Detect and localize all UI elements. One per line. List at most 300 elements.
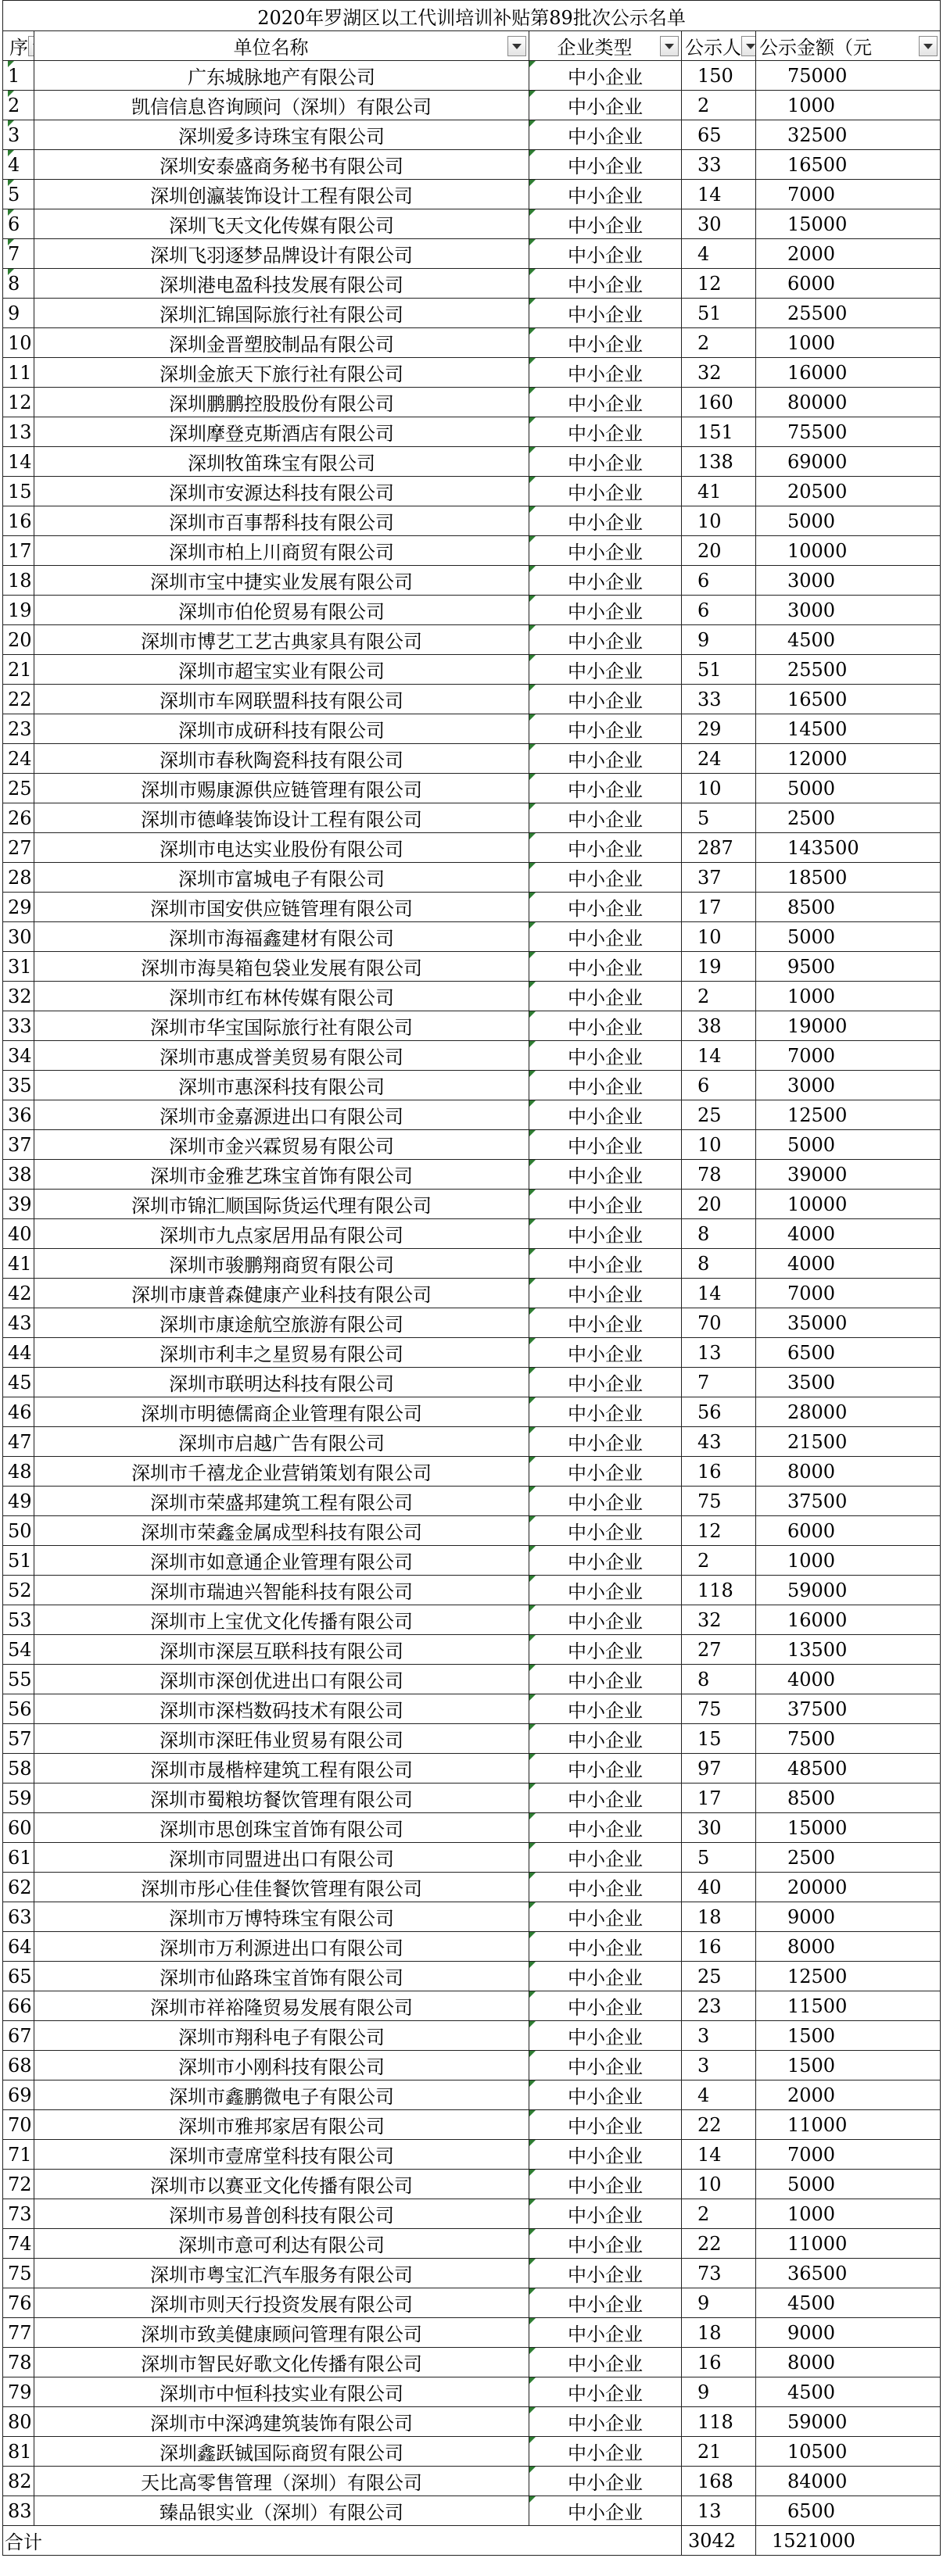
cell-type[interactable] — [529, 1516, 682, 1546]
cell-amount[interactable]: 32500 — [756, 120, 941, 150]
cell-count[interactable]: 12 — [682, 269, 756, 299]
cell-name[interactable]: 深圳市雅邦家居有限公司 — [34, 2110, 529, 2140]
cell-type[interactable] — [529, 1932, 682, 1962]
cell-type[interactable] — [529, 120, 682, 150]
cell-count[interactable]: 75 — [682, 1487, 756, 1516]
cell-count[interactable]: 17 — [682, 1784, 756, 1813]
cell-name[interactable]: 深圳市小刚科技有限公司 — [34, 2051, 529, 2080]
cell-amount[interactable]: 4500 — [756, 2288, 941, 2318]
cell-count[interactable]: 118 — [682, 2407, 756, 2437]
filter-dropdown-icon[interactable] — [741, 36, 756, 56]
cell-type[interactable] — [529, 625, 682, 655]
cell-count[interactable]: 2 — [682, 2199, 756, 2229]
cell-type[interactable] — [529, 506, 682, 536]
header-amount[interactable] — [756, 31, 941, 61]
cell-type[interactable] — [529, 1724, 682, 1754]
cell-seq[interactable]: 52 — [3, 1576, 34, 1605]
cell-type[interactable] — [529, 863, 682, 893]
cell-type[interactable] — [529, 982, 682, 1011]
cell-name[interactable]: 深圳市蜀粮坊餐饮管理有限公司 — [34, 1784, 529, 1813]
cell-seq[interactable]: 77 — [3, 2318, 34, 2348]
cell-name[interactable]: 深圳摩登克斯酒店有限公司 — [34, 417, 529, 447]
cell-seq[interactable]: 78 — [3, 2348, 34, 2377]
cell-name[interactable]: 深圳鑫跃铖国际商贸有限公司 — [34, 2437, 529, 2467]
cell-count[interactable]: 10 — [682, 922, 756, 952]
cell-amount[interactable]: 7500 — [756, 1724, 941, 1754]
cell-seq[interactable]: 15 — [3, 477, 34, 506]
cell-amount[interactable]: 2500 — [756, 1843, 941, 1873]
cell-amount[interactable]: 12500 — [756, 1962, 941, 1991]
cell-name[interactable]: 深圳市华宝国际旅行社有限公司 — [34, 1011, 529, 1041]
cell-amount[interactable]: 37500 — [756, 1694, 941, 1724]
cell-seq[interactable]: 64 — [3, 1932, 34, 1962]
cell-type[interactable] — [529, 2080, 682, 2110]
cell-amount[interactable]: 3000 — [756, 596, 941, 625]
cell-name[interactable]: 深圳市联明达科技有限公司 — [34, 1368, 529, 1397]
cell-amount[interactable]: 4500 — [756, 625, 941, 655]
cell-type[interactable] — [529, 2377, 682, 2407]
cell-type[interactable] — [529, 150, 682, 180]
cell-name[interactable]: 深圳牧笛珠宝有限公司 — [34, 447, 529, 477]
cell-type[interactable] — [529, 1665, 682, 1694]
cell-seq[interactable] — [3, 120, 34, 150]
cell-type[interactable] — [529, 2496, 682, 2526]
cell-seq[interactable]: 27 — [3, 833, 34, 863]
cell-count[interactable]: 51 — [682, 655, 756, 685]
cell-amount[interactable]: 4000 — [756, 1219, 941, 1249]
cell-seq[interactable] — [3, 239, 34, 269]
cell-count[interactable]: 287 — [682, 833, 756, 863]
cell-name[interactable]: 深圳市金雅艺珠宝首饰有限公司 — [34, 1160, 529, 1190]
cell-count[interactable]: 43 — [682, 1427, 756, 1457]
cell-amount[interactable]: 36500 — [756, 2259, 941, 2288]
cell-amount[interactable]: 16000 — [756, 358, 941, 388]
cell-seq[interactable]: 61 — [3, 1843, 34, 1873]
cell-name[interactable]: 深圳市瑞迪兴智能科技有限公司 — [34, 1576, 529, 1605]
total-amount[interactable]: 1521000 — [756, 2526, 941, 2556]
cell-amount[interactable]: 6500 — [756, 2496, 941, 2526]
cell-count[interactable]: 6 — [682, 566, 756, 596]
cell-name[interactable]: 天比高零售管理（深圳）有限公司 — [34, 2467, 529, 2496]
cell-seq[interactable]: 9 — [3, 299, 34, 328]
cell-count[interactable]: 3 — [682, 2051, 756, 2080]
cell-amount[interactable]: 15000 — [756, 1813, 941, 1843]
cell-count[interactable]: 5 — [682, 1843, 756, 1873]
cell-type[interactable] — [529, 774, 682, 803]
cell-count[interactable]: 138 — [682, 447, 756, 477]
cell-count[interactable]: 16 — [682, 2348, 756, 2377]
cell-name[interactable]: 深圳市锦汇顺国际货运代理有限公司 — [34, 1190, 529, 1219]
cell-seq[interactable]: 59 — [3, 1784, 34, 1813]
filter-dropdown-icon[interactable] — [28, 36, 34, 56]
cell-count[interactable]: 78 — [682, 1160, 756, 1190]
cell-seq[interactable]: 58 — [3, 1754, 34, 1784]
cell-type[interactable] — [529, 1249, 682, 1279]
cell-type[interactable] — [529, 655, 682, 685]
cell-amount[interactable]: 75500 — [756, 417, 941, 447]
cell-type[interactable] — [529, 1843, 682, 1873]
cell-seq[interactable]: 38 — [3, 1160, 34, 1190]
cell-name[interactable]: 深圳市万博特珠宝有限公司 — [34, 1902, 529, 1932]
cell-seq[interactable]: 44 — [3, 1338, 34, 1368]
cell-name[interactable]: 深圳市柏上川商贸有限公司 — [34, 536, 529, 566]
header-type[interactable] — [529, 31, 682, 61]
cell-seq[interactable]: 70 — [3, 2110, 34, 2140]
cell-count[interactable]: 16 — [682, 1932, 756, 1962]
cell-count[interactable]: 118 — [682, 1576, 756, 1605]
cell-amount[interactable]: 4500 — [756, 2377, 941, 2407]
cell-seq[interactable]: 71 — [3, 2140, 34, 2170]
cell-amount[interactable]: 1000 — [756, 982, 941, 1011]
cell-seq[interactable]: 29 — [3, 893, 34, 922]
cell-name[interactable]: 深圳市金嘉源进出口有限公司 — [34, 1100, 529, 1130]
cell-amount[interactable]: 2000 — [756, 239, 941, 269]
cell-count[interactable]: 4 — [682, 2080, 756, 2110]
cell-seq[interactable] — [3, 269, 34, 299]
cell-name[interactable]: 深圳市粤宝汇汽车服务有限公司 — [34, 2259, 529, 2288]
cell-seq[interactable]: 50 — [3, 1516, 34, 1546]
cell-amount[interactable]: 84000 — [756, 2467, 941, 2496]
cell-seq[interactable]: 35 — [3, 1071, 34, 1100]
cell-seq[interactable]: 25 — [3, 774, 34, 803]
cell-name[interactable]: 深圳市康普森健康产业科技有限公司 — [34, 1279, 529, 1308]
cell-count[interactable]: 8 — [682, 1249, 756, 1279]
cell-name[interactable]: 凯信信息咨询顾问（深圳）有限公司 — [34, 91, 529, 120]
cell-type[interactable] — [529, 2407, 682, 2437]
cell-amount[interactable]: 3000 — [756, 1071, 941, 1100]
cell-count[interactable]: 14 — [682, 1279, 756, 1308]
cell-name[interactable]: 深圳市惠深科技有限公司 — [34, 1071, 529, 1100]
cell-type[interactable] — [529, 328, 682, 358]
cell-seq[interactable]: 39 — [3, 1190, 34, 1219]
cell-amount[interactable]: 5000 — [756, 922, 941, 952]
cell-type[interactable] — [529, 2110, 682, 2140]
cell-count[interactable]: 10 — [682, 1130, 756, 1160]
cell-type[interactable] — [529, 1605, 682, 1635]
cell-name[interactable]: 深圳汇锦国际旅行社有限公司 — [34, 299, 529, 328]
cell-type[interactable] — [529, 269, 682, 299]
cell-name[interactable]: 深圳鹏鹏控股股份有限公司 — [34, 388, 529, 417]
cell-name[interactable]: 深圳市易普创科技有限公司 — [34, 2199, 529, 2229]
cell-type[interactable] — [529, 1902, 682, 1932]
cell-amount[interactable]: 5000 — [756, 506, 941, 536]
cell-seq[interactable]: 69 — [3, 2080, 34, 2110]
cell-seq[interactable]: 11 — [3, 358, 34, 388]
cell-type[interactable] — [529, 1784, 682, 1813]
cell-amount[interactable]: 8000 — [756, 2348, 941, 2377]
cell-seq[interactable]: 24 — [3, 744, 34, 774]
cell-count[interactable]: 19 — [682, 952, 756, 982]
cell-type[interactable] — [529, 1427, 682, 1457]
cell-seq[interactable]: 43 — [3, 1308, 34, 1338]
cell-type[interactable] — [529, 922, 682, 952]
cell-name[interactable]: 深圳市九点家居用品有限公司 — [34, 1219, 529, 1249]
cell-count[interactable]: 15 — [682, 1724, 756, 1754]
cell-name[interactable]: 广东城脉地产有限公司 — [34, 61, 529, 91]
cell-amount[interactable]: 10000 — [756, 536, 941, 566]
cell-seq[interactable]: 73 — [3, 2199, 34, 2229]
cell-seq[interactable]: 83 — [3, 2496, 34, 2526]
cell-name[interactable]: 深圳市车网联盟科技有限公司 — [34, 685, 529, 714]
cell-seq[interactable]: 21 — [3, 655, 34, 685]
cell-name[interactable]: 深圳市仙路珠宝首饰有限公司 — [34, 1962, 529, 1991]
cell-name[interactable]: 深圳金晋塑胶制品有限公司 — [34, 328, 529, 358]
filter-dropdown-icon[interactable] — [507, 36, 526, 56]
cell-seq[interactable]: 22 — [3, 685, 34, 714]
cell-seq[interactable]: 36 — [3, 1100, 34, 1130]
cell-type[interactable] — [529, 2140, 682, 2170]
cell-name[interactable]: 深圳创瀛装饰设计工程有限公司 — [34, 180, 529, 209]
cell-seq[interactable]: 51 — [3, 1546, 34, 1576]
cell-seq[interactable]: 23 — [3, 714, 34, 744]
cell-type[interactable] — [529, 1071, 682, 1100]
cell-count[interactable]: 32 — [682, 358, 756, 388]
cell-count[interactable]: 17 — [682, 893, 756, 922]
cell-amount[interactable]: 16000 — [756, 1605, 941, 1635]
cell-type[interactable] — [529, 1219, 682, 1249]
cell-name[interactable]: 深圳市同盟进出口有限公司 — [34, 1843, 529, 1873]
cell-type[interactable] — [529, 1279, 682, 1308]
cell-count[interactable]: 168 — [682, 2467, 756, 2496]
cell-seq[interactable]: 12 — [3, 388, 34, 417]
cell-name[interactable]: 深圳市晟楷梓建筑工程有限公司 — [34, 1754, 529, 1784]
cell-type[interactable] — [529, 61, 682, 91]
cell-count[interactable]: 20 — [682, 536, 756, 566]
cell-seq[interactable]: 63 — [3, 1902, 34, 1932]
cell-amount[interactable]: 28000 — [756, 1397, 941, 1427]
cell-seq[interactable]: 20 — [3, 625, 34, 655]
cell-seq[interactable]: 60 — [3, 1813, 34, 1843]
cell-amount[interactable]: 20500 — [756, 477, 941, 506]
cell-type[interactable] — [529, 2467, 682, 2496]
cell-name[interactable]: 深圳市赐康源供应链管理有限公司 — [34, 774, 529, 803]
total-count[interactable]: 3042 — [682, 2526, 756, 2556]
cell-count[interactable]: 12 — [682, 1516, 756, 1546]
cell-amount[interactable]: 21500 — [756, 1427, 941, 1457]
cell-seq[interactable]: 68 — [3, 2051, 34, 2080]
cell-type[interactable] — [529, 2348, 682, 2377]
cell-amount[interactable]: 19000 — [756, 1011, 941, 1041]
cell-type[interactable] — [529, 1397, 682, 1427]
cell-count[interactable]: 16 — [682, 1457, 756, 1487]
cell-seq[interactable]: 26 — [3, 803, 34, 833]
cell-amount[interactable]: 5000 — [756, 1130, 941, 1160]
cell-amount[interactable]: 5000 — [756, 2170, 941, 2199]
cell-amount[interactable]: 8000 — [756, 1932, 941, 1962]
cell-seq[interactable]: 14 — [3, 447, 34, 477]
cell-amount[interactable]: 48500 — [756, 1754, 941, 1784]
cell-amount[interactable]: 143500 — [756, 833, 941, 863]
cell-count[interactable]: 23 — [682, 1991, 756, 2021]
cell-seq[interactable]: 65 — [3, 1962, 34, 1991]
cell-amount[interactable]: 6000 — [756, 1516, 941, 1546]
cell-count[interactable]: 2 — [682, 91, 756, 120]
cell-amount[interactable]: 9500 — [756, 952, 941, 982]
cell-count[interactable]: 3 — [682, 2021, 756, 2051]
cell-name[interactable]: 深圳市启越广告有限公司 — [34, 1427, 529, 1457]
cell-count[interactable]: 51 — [682, 299, 756, 328]
cell-amount[interactable]: 59000 — [756, 2407, 941, 2437]
cell-type[interactable] — [529, 2021, 682, 2051]
cell-name[interactable]: 深圳市成研科技有限公司 — [34, 714, 529, 744]
cell-name[interactable]: 深圳市富城电子有限公司 — [34, 863, 529, 893]
cell-name[interactable]: 深圳市康途航空旅游有限公司 — [34, 1308, 529, 1338]
cell-type[interactable] — [529, 1962, 682, 1991]
cell-amount[interactable]: 13500 — [756, 1635, 941, 1665]
cell-seq[interactable]: 47 — [3, 1427, 34, 1457]
cell-count[interactable]: 75 — [682, 1694, 756, 1724]
cell-seq[interactable]: 37 — [3, 1130, 34, 1160]
cell-name[interactable]: 深圳金旅天下旅行社有限公司 — [34, 358, 529, 388]
cell-name[interactable]: 深圳市宝中捷实业发展有限公司 — [34, 566, 529, 596]
cell-seq[interactable]: 10 — [3, 328, 34, 358]
cell-count[interactable]: 30 — [682, 209, 756, 239]
cell-amount[interactable]: 37500 — [756, 1487, 941, 1516]
cell-amount[interactable]: 8500 — [756, 1784, 941, 1813]
cell-name[interactable]: 深圳市翔科电子有限公司 — [34, 2021, 529, 2051]
cell-amount[interactable]: 80000 — [756, 388, 941, 417]
cell-count[interactable]: 13 — [682, 1338, 756, 1368]
cell-type[interactable] — [529, 417, 682, 447]
cell-count[interactable]: 2 — [682, 982, 756, 1011]
cell-seq[interactable]: 62 — [3, 1873, 34, 1902]
cell-type[interactable] — [529, 2229, 682, 2259]
cell-name[interactable]: 深圳市致美健康顾问管理有限公司 — [34, 2318, 529, 2348]
cell-seq[interactable]: 49 — [3, 1487, 34, 1516]
cell-type[interactable] — [529, 2170, 682, 2199]
cell-count[interactable]: 9 — [682, 2377, 756, 2407]
cell-count[interactable]: 160 — [682, 388, 756, 417]
cell-amount[interactable]: 7000 — [756, 1041, 941, 1071]
cell-amount[interactable]: 14500 — [756, 714, 941, 744]
cell-name[interactable]: 深圳市金兴霖贸易有限公司 — [34, 1130, 529, 1160]
cell-type[interactable] — [529, 1338, 682, 1368]
cell-type[interactable] — [529, 2259, 682, 2288]
cell-amount[interactable]: 2500 — [756, 803, 941, 833]
cell-count[interactable]: 2 — [682, 328, 756, 358]
cell-amount[interactable]: 39000 — [756, 1160, 941, 1190]
cell-amount[interactable]: 2000 — [756, 2080, 941, 2110]
cell-type[interactable] — [529, 1368, 682, 1397]
cell-type[interactable] — [529, 893, 682, 922]
cell-name[interactable]: 深圳市鑫鹏微电子有限公司 — [34, 2080, 529, 2110]
cell-seq[interactable]: 72 — [3, 2170, 34, 2199]
cell-count[interactable]: 21 — [682, 2437, 756, 2467]
cell-seq[interactable]: 17 — [3, 536, 34, 566]
cell-count[interactable]: 4 — [682, 239, 756, 269]
cell-name[interactable]: 深圳市深创优进出口有限公司 — [34, 1665, 529, 1694]
cell-seq[interactable] — [3, 91, 34, 120]
cell-count[interactable]: 70 — [682, 1308, 756, 1338]
cell-count[interactable]: 8 — [682, 1219, 756, 1249]
cell-count[interactable]: 22 — [682, 2229, 756, 2259]
cell-count[interactable]: 10 — [682, 2170, 756, 2199]
cell-type[interactable] — [529, 1813, 682, 1843]
cell-name[interactable]: 深圳市深档数码技术有限公司 — [34, 1694, 529, 1724]
cell-count[interactable]: 8 — [682, 1665, 756, 1694]
cell-type[interactable] — [529, 447, 682, 477]
cell-amount[interactable]: 10000 — [756, 1190, 941, 1219]
filter-dropdown-icon[interactable] — [660, 36, 679, 56]
cell-seq[interactable]: 79 — [3, 2377, 34, 2407]
cell-amount[interactable]: 7000 — [756, 2140, 941, 2170]
cell-type[interactable] — [529, 2288, 682, 2318]
cell-amount[interactable]: 16500 — [756, 150, 941, 180]
cell-seq[interactable]: 28 — [3, 863, 34, 893]
cell-name[interactable]: 深圳市国安供应链管理有限公司 — [34, 893, 529, 922]
cell-name[interactable]: 深圳市彤心佳佳餐饮管理有限公司 — [34, 1873, 529, 1902]
cell-name[interactable]: 深圳市明德儒商企业管理有限公司 — [34, 1397, 529, 1427]
cell-name[interactable]: 深圳市荣鑫金属成型科技有限公司 — [34, 1516, 529, 1546]
cell-count[interactable]: 6 — [682, 1071, 756, 1100]
cell-seq[interactable]: 48 — [3, 1457, 34, 1487]
cell-seq[interactable] — [3, 61, 34, 91]
cell-type[interactable] — [529, 536, 682, 566]
cell-seq[interactable]: 46 — [3, 1397, 34, 1427]
cell-type[interactable] — [529, 388, 682, 417]
cell-count[interactable]: 40 — [682, 1873, 756, 1902]
cell-type[interactable] — [529, 1873, 682, 1902]
cell-amount[interactable]: 25500 — [756, 299, 941, 328]
cell-seq[interactable]: 30 — [3, 922, 34, 952]
cell-type[interactable] — [529, 596, 682, 625]
cell-name[interactable]: 深圳市以赛亚文化传播有限公司 — [34, 2170, 529, 2199]
cell-amount[interactable]: 1000 — [756, 1546, 941, 1576]
cell-type[interactable] — [529, 477, 682, 506]
cell-amount[interactable]: 8000 — [756, 1457, 941, 1487]
cell-type[interactable] — [529, 833, 682, 863]
cell-amount[interactable]: 15000 — [756, 209, 941, 239]
cell-amount[interactable]: 8500 — [756, 893, 941, 922]
cell-name[interactable]: 深圳市壹席堂科技有限公司 — [34, 2140, 529, 2170]
cell-seq[interactable]: 42 — [3, 1279, 34, 1308]
cell-type[interactable] — [529, 1576, 682, 1605]
header-count[interactable] — [682, 31, 756, 61]
cell-count[interactable]: 14 — [682, 180, 756, 209]
cell-count[interactable]: 29 — [682, 714, 756, 744]
cell-name[interactable]: 深圳市中深鸿建筑装饰有限公司 — [34, 2407, 529, 2437]
filter-dropdown-icon[interactable] — [919, 36, 938, 56]
cell-amount[interactable]: 75000 — [756, 61, 941, 91]
cell-seq[interactable]: 66 — [3, 1991, 34, 2021]
cell-count[interactable]: 33 — [682, 685, 756, 714]
cell-count[interactable]: 37 — [682, 863, 756, 893]
cell-amount[interactable]: 16500 — [756, 685, 941, 714]
cell-name[interactable]: 深圳市祥裕隆贸易发展有限公司 — [34, 1991, 529, 2021]
cell-amount[interactable]: 10500 — [756, 2437, 941, 2467]
cell-name[interactable]: 深圳市安源达科技有限公司 — [34, 477, 529, 506]
cell-seq[interactable]: 19 — [3, 596, 34, 625]
cell-type[interactable] — [529, 744, 682, 774]
cell-name[interactable]: 深圳市智民好歌文化传播有限公司 — [34, 2348, 529, 2377]
cell-seq[interactable]: 34 — [3, 1041, 34, 1071]
cell-amount[interactable]: 5000 — [756, 774, 941, 803]
cell-amount[interactable]: 11000 — [756, 2110, 941, 2140]
cell-count[interactable]: 151 — [682, 417, 756, 447]
cell-type[interactable] — [529, 299, 682, 328]
cell-type[interactable] — [529, 2318, 682, 2348]
cell-name[interactable]: 深圳港电盈科技发展有限公司 — [34, 269, 529, 299]
cell-amount[interactable]: 9000 — [756, 2318, 941, 2348]
cell-name[interactable]: 深圳市德峰装饰设计工程有限公司 — [34, 803, 529, 833]
cell-count[interactable]: 5 — [682, 803, 756, 833]
cell-type[interactable] — [529, 209, 682, 239]
cell-count[interactable]: 150 — [682, 61, 756, 91]
cell-amount[interactable]: 35000 — [756, 1308, 941, 1338]
cell-type[interactable] — [529, 1308, 682, 1338]
cell-amount[interactable]: 1000 — [756, 2199, 941, 2229]
cell-seq[interactable]: 80 — [3, 2407, 34, 2437]
